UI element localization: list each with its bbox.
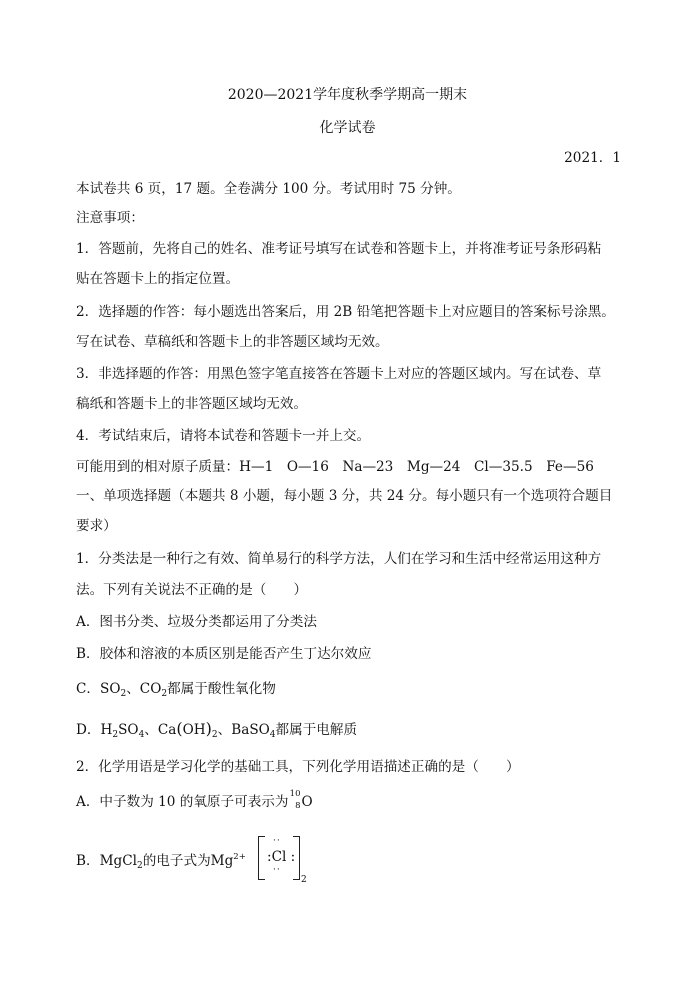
isotope-notation (288, 789, 301, 811)
option-text: 都属于酸性氧化物 (167, 681, 276, 697)
subscript: 2 (112, 730, 119, 740)
formula: Ca (157, 722, 177, 738)
notice-line: 稿纸和答题卡上的非答题区域均无效。 (76, 396, 308, 412)
exam-title: 2020—2021学年度秋季学期高一期末 (227, 87, 468, 103)
formula: MgCl (99, 853, 137, 869)
option-label: B． (76, 853, 100, 869)
exam-date: 2021．1 (564, 150, 621, 166)
exam-subtitle: 化学试卷 (319, 120, 376, 136)
electron-dots-right: : (286, 849, 296, 865)
notice-line: 贴在答题卡上的指定位置。 (76, 271, 240, 287)
notice-line: 写在试卷、草稿纸和答题卡上的非答题区域均无效。 (76, 334, 389, 350)
subscript: 2 (161, 689, 168, 699)
right-bracket (293, 836, 300, 880)
paren: ) (205, 719, 212, 738)
section-heading: 一、单项选择题（本题共 8 小题，每小题 3 分，共 24 分。每小题只有一个选项符合题目 (76, 488, 613, 504)
atomic-masses: 可能用到的相对原子质量：H—1 O—16 Na—23 Mg—24 Cl—35.5 Fe—56 (76, 459, 594, 475)
question-1-option-a: A．图书分类、垃圾分类都运用了分类法 (76, 614, 317, 630)
option-label: C． (76, 681, 100, 697)
element-symbol: O (301, 794, 313, 810)
question-1-option-b: B．胶体和溶液的本质区别是能否产生丁达尔效应 (76, 646, 372, 662)
cation-symbol: Mg (210, 853, 234, 869)
question-2-stem: 2．化学用语是学习化学的基础工具，下列化学用语描述正确的是（ ） (76, 759, 520, 775)
subscript: 4 (138, 730, 145, 740)
subscript: 4 (269, 730, 276, 740)
notice-line: 2．选择题的作答：每小题选出答案后，用 2B 铅笔把答题卡上对应题目的答案标号涂黑。 (76, 304, 615, 320)
cation-charge: 2+ (233, 852, 246, 862)
notice-line: 3．非选择题的作答：用黑色签字笔直接答在答题卡上对应的答题区域内。写在试卷、草 (76, 366, 602, 382)
subscript: 2 (211, 730, 218, 740)
notice-line: 1．答题前，先将自己的姓名、准考证号填写在试卷和答题卡上，并将准考证号条形码粘 (76, 241, 602, 257)
question-2-option-b (76, 848, 246, 875)
formula: H (100, 722, 113, 738)
formula: SO (118, 722, 139, 738)
subscript: 2 (136, 861, 143, 871)
separator: 、 (126, 681, 140, 697)
exam-summary: 本试卷共 6 页，17 题。全卷满分 100 分。考试用时 75 分钟。 (76, 181, 461, 197)
option-text: A．中子数为 10 的氧原子可表示为 (76, 794, 289, 810)
formula: OH (182, 722, 206, 738)
anion-symbol: Cl (271, 849, 287, 865)
electron-dot-anion (267, 849, 295, 865)
question-1-stem: 1．分类法是一种行之有效、简单易行的科学方法，人们在学习和生活中经常运用这种方 (76, 551, 602, 567)
notice-heading: 注意事项： (76, 210, 144, 226)
question-1-option-d (76, 720, 357, 744)
separator: 、 (217, 722, 232, 738)
option-text: 的电子式为 (142, 853, 211, 869)
question-1-stem: 法。下列有关说法不正确的是（ ） (76, 582, 308, 598)
section-heading: 要求） (76, 518, 117, 534)
electron-dots-bottom: ·· (273, 865, 281, 875)
formula: CO (139, 681, 162, 697)
bracket-subscript: 2 (301, 875, 307, 885)
notice-line: 4．考试结束后，请将本试卷和答题卡一并上交。 (76, 428, 371, 444)
question-1-option-c (76, 680, 276, 703)
paren: ( (176, 719, 183, 738)
atomic-number: 8 (295, 801, 301, 811)
left-bracket (258, 836, 265, 880)
electron-dots-left: : (267, 849, 272, 865)
formula: BaSO (231, 722, 270, 738)
electron-dots-top: ·· (273, 836, 281, 846)
mass-number: 10 (289, 789, 301, 799)
option-text: 都属于电解质 (275, 722, 358, 738)
formula: SO (100, 681, 121, 697)
subscript: 2 (120, 689, 127, 699)
option-label: D． (76, 722, 101, 738)
separator: 、 (144, 722, 158, 738)
question-2-option-a (76, 789, 313, 811)
